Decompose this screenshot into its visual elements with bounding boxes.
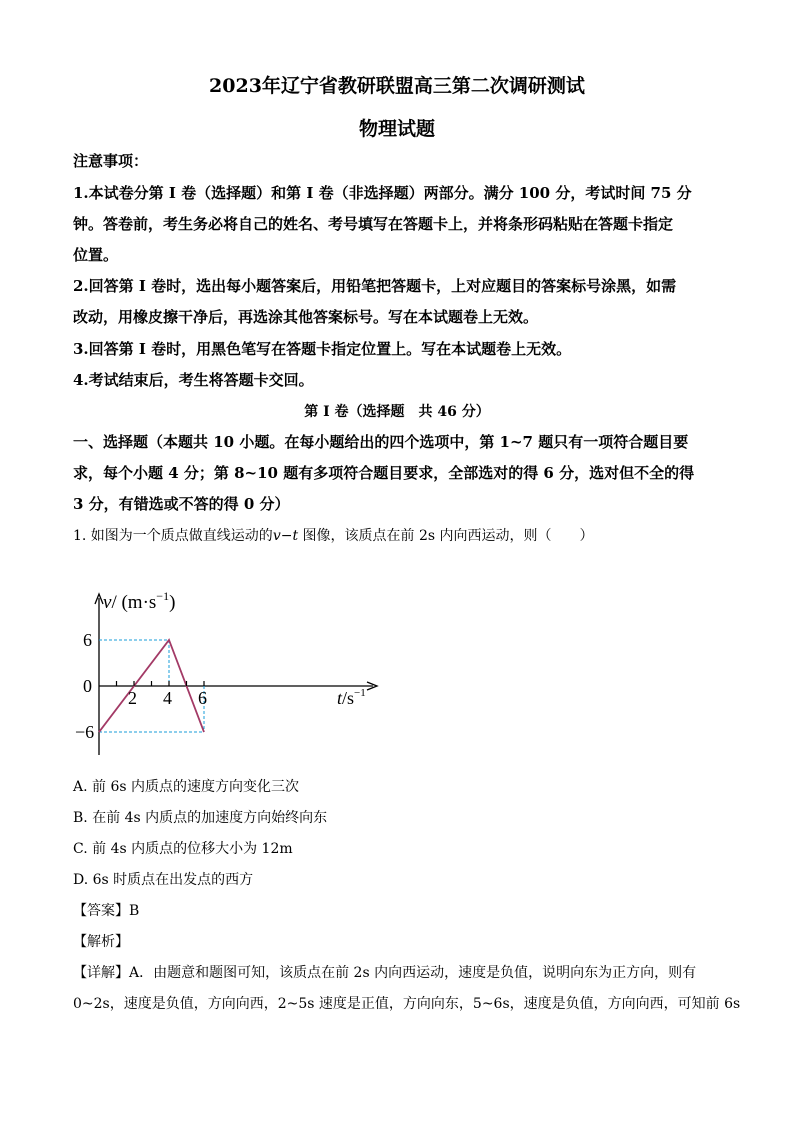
stem-var-v: v	[272, 528, 281, 544]
stem-prefix: 1. 如图为一个质点做直线运动的	[73, 528, 273, 544]
note-2-line-1: 2.回答第 I 卷时，选出每小题答案后，用铅笔把答题卡，上对应题目的答案标号涂黑，如需	[73, 277, 677, 295]
stem-dash: −	[280, 528, 293, 544]
option-d: D. 6s 时质点在出发点的西方	[73, 872, 254, 888]
note-1-line-1: 1.本试卷分第 I 卷（选择题）和第 I 卷（非选择题）两部分。满分 100 分，考试时间 75 分	[73, 184, 692, 202]
note-1-line-3: 位置。	[73, 246, 119, 264]
section-heading: 第 I 卷（选择题 共 46 分）	[304, 404, 490, 420]
note-3: 3.回答第 I 卷时，用黑色笔写在答题卡指定位置上。写在本试题卷上无效。	[73, 340, 572, 358]
y-tick-label: 6	[83, 629, 92, 650]
note-2-line-2: 改动，用橡皮擦干净后，再选涂其他答案标号。写在本试题卷上无效。	[73, 308, 539, 326]
question-1-stem	[73, 526, 721, 546]
part-instructions-line-2: 求，每个小题 4 分；第 8~10 题有多项符合题目要求，全部选对的得 6 分，选对但不全的得	[73, 464, 695, 482]
analysis-label: 【解析】	[73, 934, 129, 950]
y-tick-label: 0	[83, 676, 92, 696]
note-1-line-2: 钟。答卷前，考生务必将自己的姓名、考号填写在答题卡上，并将条形码粘贴在答题卡指定	[73, 215, 674, 233]
detail-line-1: 【详解】A．由题意和题图可知，该质点在前 2s 内向西运动，速度是负值，说明向东为正方向，则有	[73, 965, 697, 981]
exam-title: 2023年辽宁省教研联盟高三第二次调研测试	[209, 75, 585, 97]
y-axis-var: v	[103, 592, 112, 613]
v-t-graph	[75, 580, 385, 765]
y-axis-label	[103, 589, 175, 613]
part-instructions-line-3: 3 分，有错选或不答的得 0 分）	[73, 495, 290, 513]
option-c: C. 前 4s 内质点的位移大小为 12m	[73, 841, 293, 857]
x-tick-label: 4	[163, 688, 172, 708]
x-axis-var: t	[337, 688, 343, 708]
answer-label: 【答案】B	[73, 903, 140, 919]
stem-suffix: 图像，该质点在前 2s 内向西运动，则（ ）	[298, 528, 594, 544]
detail-line-2: 0~2s，速度是负值，方向向西，2~5s 速度是正值，方向向东，5~6s，速度是负值，方向向西，可知前 6s	[73, 996, 741, 1012]
y-tick-label: −6	[75, 722, 95, 743]
x-tick-label: 2	[128, 688, 137, 708]
option-a: A. 前 6s 内质点的速度方向变化三次	[73, 779, 300, 795]
exam-subject: 物理试题	[358, 118, 435, 140]
y-axis-exp: −1	[156, 589, 170, 603]
x-axis-unit: /s	[342, 688, 355, 708]
part-instructions-line-1: 一、选择题（本题共 10 小题。在每小题给出的四个选项中，第 1~7 题只有一项符合题目要	[73, 433, 689, 451]
x-tick-label: 6	[198, 688, 207, 708]
graph-axes	[95, 594, 377, 755]
option-b: B. 在前 4s 内质点的加速度方向始终向东	[73, 810, 328, 826]
stem-var-t: t	[292, 528, 299, 544]
note-4: 4.考试结束后，考生将答题卡交回。	[73, 371, 314, 389]
x-axis-label	[337, 687, 366, 708]
y-axis-unit: / (m·s	[111, 592, 157, 613]
y-axis-close: )	[169, 592, 176, 613]
x-axis-exp: −1	[354, 687, 366, 699]
notes-heading: 注意事项：	[73, 152, 149, 170]
